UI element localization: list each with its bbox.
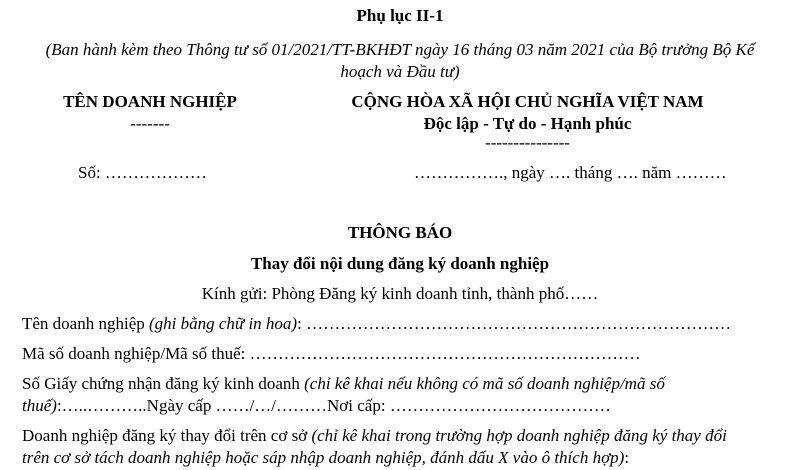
republic-heading: CỘNG HÒA XÃ HỘI CHỦ NGHĨA VIỆT NAM [351, 92, 704, 111]
certificate-field-cont [22, 396, 611, 416]
tax-code-field: Mã số doanh nghiệp/Mã số thuế: …………………………………………………………… [22, 344, 641, 363]
basis-field-cont [22, 448, 629, 468]
certificate-field [22, 374, 665, 394]
company-name-field [22, 314, 731, 334]
basis-field [22, 426, 727, 446]
motto-divider: --------------- [485, 133, 570, 152]
basis-hint-cont: trên cơ sở tách doanh nghiệp hoặc sáp nhập doanh nghiệp, đánh dấu X vào ô thích hợp) [22, 448, 625, 467]
document-date: ……………., ngày …. tháng …. năm ……… [414, 163, 727, 182]
notice-subtitle: Thay đổi nội dung đăng ký doanh nghiệp [250, 254, 550, 273]
certificate-hint: (chỉ kê khai nếu không có mã số doanh nghiệp/mã số [304, 374, 665, 393]
notice-title: THÔNG BÁO [347, 223, 453, 242]
appendix-title: Phụ lục II-1 [356, 6, 444, 25]
certificate-label: Số Giấy chứng nhận đăng ký kinh doanh [22, 374, 305, 393]
issued-note-line2: hoạch và Đầu tư) [340, 62, 460, 81]
company-name-label: Tên doanh nghiệp [22, 314, 149, 333]
recipient-line: Kính gửi: Phòng Đăng ký kinh doanh tỉnh, thành phố…… [201, 284, 599, 303]
company-name-heading: TÊN DOANH NGHIỆP [63, 92, 237, 111]
basis-colon: : [624, 448, 630, 467]
company-divider: ------- [130, 114, 170, 133]
basis-label: Doanh nghiệp đăng ký thay đổi trên cơ sở [22, 426, 312, 445]
issued-note-line1: (Ban hành kèm theo Thông tư số 01/2021/TT-BKHĐT ngày 16 tháng 03 năm 2021 của Bộ trưởng Bộ Kế [45, 40, 755, 59]
motto: Độc lập - Tự do - Hạnh phúc [423, 114, 632, 133]
company-name-dots: : ………………………………………………………………… [297, 314, 732, 333]
company-name-hint: (ghi bằng chữ in hoa) [149, 314, 298, 333]
certificate-hint-cont: thuế) [22, 396, 57, 415]
document-number: Số: ……………… [78, 163, 207, 182]
basis-hint: (chỉ kê khai trong trường hợp doanh nghiệp đăng ký thay đổi [311, 426, 727, 445]
certificate-rest: :…..………..Ngày cấp ……/…/………Nơi cấp: ………………………………… [56, 396, 611, 415]
